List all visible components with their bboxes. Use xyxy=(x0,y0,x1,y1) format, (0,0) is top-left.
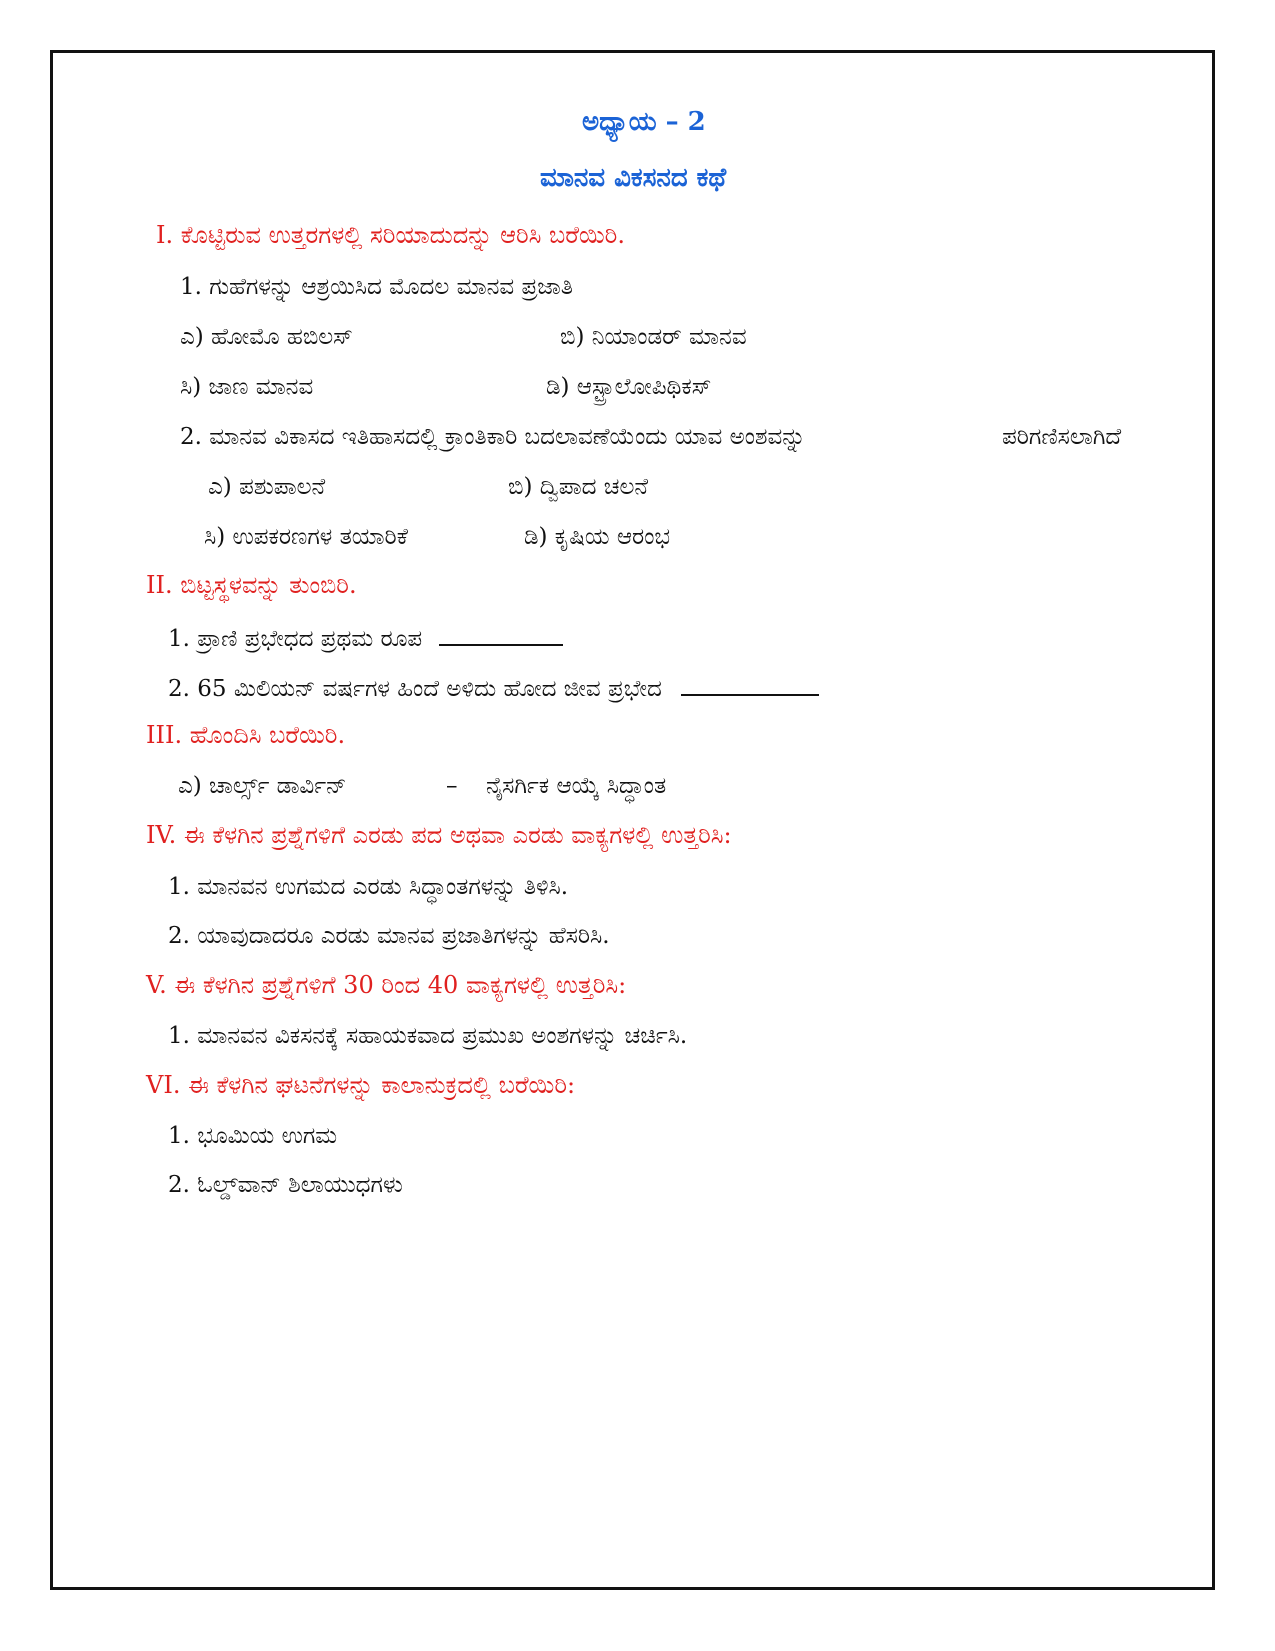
s1-q2-option-d: ಡಿ) ಕೃಷಿಯ ಆರಂಭ xyxy=(524,524,671,550)
section-6-heading: VI. ಈ ಕೆಳಗಿನ ಘಟನೆಗಳನ್ನು ಕಾಲಾನುಕ್ರದಲ್ಲಿ ಬರೆಯಿರಿ: xyxy=(146,1071,576,1099)
s2-question-1 xyxy=(168,622,563,654)
answer-blank[interactable] xyxy=(681,672,819,696)
chapter-title: ಮಾನವ ವಿಕಸನದ ಕಥೆ xyxy=(540,163,727,193)
s1-question-2-end: ಪರಿಗಣಿಸಲಾಗಿದೆ xyxy=(1002,424,1122,450)
s2-question-2-text: 2. 65 ಮಿಲಿಯನ್ ವರ್ಷಗಳ ಹಿಂದೆ ಅಳಿದು ಹೋದ ಜೀವ ಪ್ರಭೇದ xyxy=(168,676,662,702)
s3-match-dash: – xyxy=(446,773,458,799)
section-5-heading: V. ಈ ಕೆಳಗಿನ ಪ್ರಶ್ನೆಗಳಿಗೆ 30 ರಿಂದ 40 ವಾಕ್ಯಗಳಲ್ಲಿ ಉತ್ತರಿಸಿ: xyxy=(146,971,627,999)
s3-match-left: ಎ) ಚಾರ್ಲ್ಸ್ ಡಾರ್ವಿನ್ xyxy=(178,773,347,799)
s1-q1-option-d: ಡಿ) ಆಸ್ಟ್ರಾಲೋಪಿಥಿಕಸ್ xyxy=(546,374,712,400)
s4-question-1: 1. ಮಾನವನ ಉಗಮದ ಎರಡು ಸಿದ್ಧಾಂತಗಳನ್ನು ತಿಳಿಸಿ. xyxy=(168,874,569,900)
s1-question-1: 1. ಗುಹೆಗಳನ್ನು ಆಶ್ರಯಿಸಿದ ಮೊದಲ ಮಾನವ ಪ್ರಜಾತಿ xyxy=(180,274,573,300)
s6-item-1: 1. ಭೂಮಿಯ ಉಗಮ xyxy=(168,1123,338,1149)
section-4-heading: IV. ಈ ಕೆಳಗಿನ ಪ್ರಶ್ನೆಗಳಿಗೆ ಎರಡು ಪದ ಅಥವಾ ಎರಡು ವಾಕ್ಯಗಳಲ್ಲಿ ಉತ್ತರಿಸಿ: xyxy=(146,821,732,849)
s1-q1-option-a: ಎ) ಹೋಮೊ ಹಬಿಲಸ್ xyxy=(180,324,353,350)
s1-question-2: 2. ಮಾನವ ವಿಕಾಸದ ಇತಿಹಾಸದಲ್ಲಿ ಕ್ರಾಂತಿಕಾರಿ ಬದಲಾವಣೆಯೆಂದು ಯಾವ ಅಂಶವನ್ನು xyxy=(180,424,806,450)
s3-match-right: ನೈಸರ್ಗಿಕ ಆಯ್ಕೆ ಸಿದ್ಧಾಂತ xyxy=(486,773,667,799)
s1-q2-option-c: ಸಿ) ಉಪಕರಣಗಳ ತಯಾರಿಕೆ xyxy=(204,524,408,550)
s4-question-2: 2. ಯಾವುದಾದರೂ ಎರಡು ಮಾನವ ಪ್ರಜಾತಿಗಳನ್ನು ಹೆಸರಿಸಿ. xyxy=(168,923,610,949)
section-1-heading: I. ಕೊಟ್ಟಿರುವ ಉತ್ತರಗಳಲ್ಲಿ ಸರಿಯಾದುದನ್ನು ಆರಿಸಿ ಬರೆಯಿರಿ. xyxy=(156,221,625,249)
s2-question-1-text: 1. ಪ್ರಾಣಿ ಪ್ರಭೇಧದ ಪ್ರಥಮ ರೂಪ xyxy=(168,626,423,652)
section-2-heading: II. ಬಿಟ್ಟಸ್ಥಳವನ್ನು ತುಂಬಿರಿ. xyxy=(146,571,357,599)
section-3-heading: III. ಹೊಂದಿಸಿ ಬರೆಯಿರಿ. xyxy=(146,721,346,749)
s1-q2-option-b: ಬಿ) ದ್ವಿಪಾದ ಚಲನೆ xyxy=(508,474,649,500)
s1-q2-option-a: ಎ) ಪಶುಪಾಲನೆ xyxy=(208,474,326,500)
s1-q1-option-b: ಬಿ) ನಿಯಾಂಡರ್ ಮಾನವ xyxy=(560,324,747,350)
s5-question-1: 1. ಮಾನವನ ವಿಕಸನಕ್ಕೆ ಸಹಾಯಕವಾದ ಪ್ರಮುಖ ಅಂಶಗಳನ್ನು ಚರ್ಚಿಸಿ. xyxy=(168,1023,688,1049)
answer-blank[interactable] xyxy=(439,622,563,646)
s6-item-2: 2. ಓಲ್ಡ್‌ವಾನ್ ಶಿಲಾಯುಧಗಳು xyxy=(168,1172,403,1198)
s1-q1-option-c: ಸಿ) ಜಾಣ ಮಾನವ xyxy=(180,374,314,400)
chapter-heading: ಅಧ್ಯಾಯ – 2 xyxy=(582,107,706,137)
s2-question-2 xyxy=(168,672,819,704)
